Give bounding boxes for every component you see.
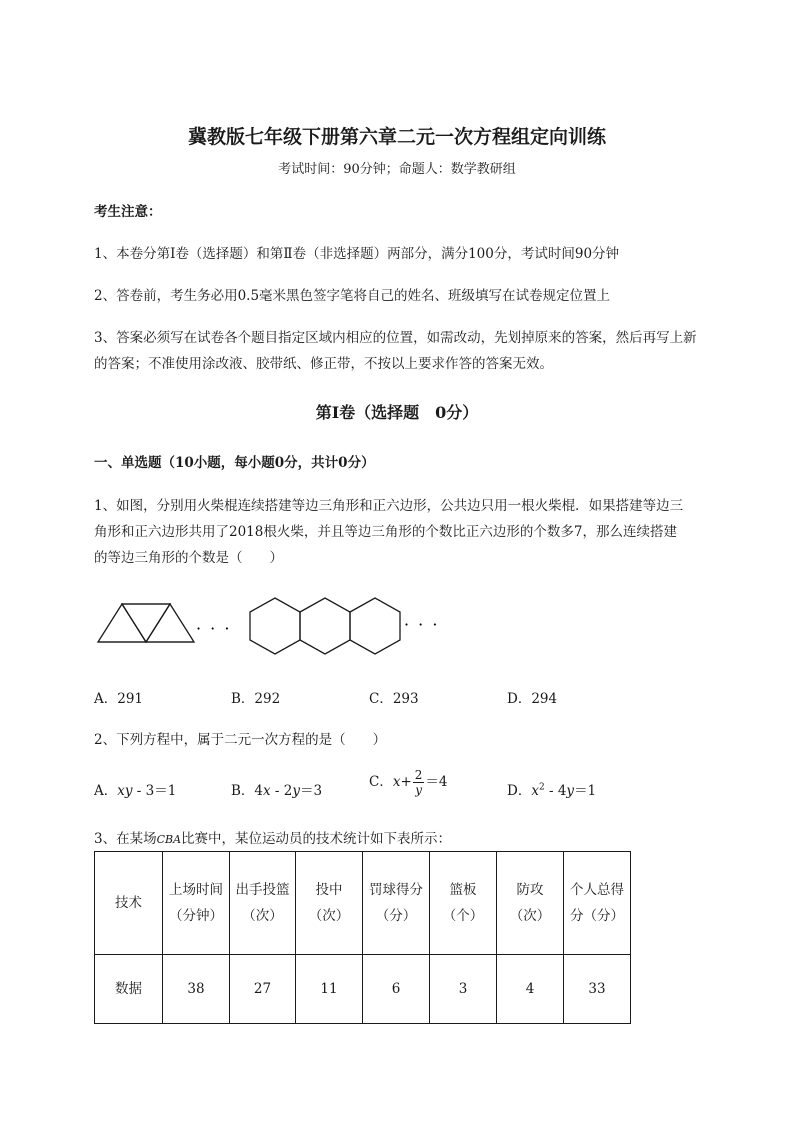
table-header-cell: 罚球得分（分） — [363, 852, 430, 955]
q1-line-3: 的等边三角形的个数是（ ） — [94, 550, 283, 566]
table-header-cell: 技术 — [95, 852, 163, 955]
notice-item-3: 3、答案必须写在试卷各个题目指定区域内相应的位置，如需改动，先划掉原来的答案，然后再写上新 — [94, 330, 697, 346]
triangle-shape — [98, 604, 146, 642]
stats-table — [94, 851, 631, 1024]
q2-option-a[interactable]: A．xy - 3＝1 — [94, 783, 177, 799]
table-row — [95, 955, 631, 1024]
section-title: 第I卷（选择题 0分） — [315, 403, 479, 422]
triangle-shape — [146, 604, 194, 642]
hexagon-ellipsis: · · · — [404, 615, 440, 634]
triangle-chain — [98, 604, 194, 642]
q1-option-a[interactable]: A．291 — [94, 691, 144, 707]
exam-info: 考试时间：90分钟；命题人：数学教研组 — [278, 162, 516, 177]
hexagon-shape — [350, 598, 400, 654]
table-cell: 33 — [564, 955, 631, 1024]
fraction: $\frac{2}{y}$ — [414, 768, 423, 797]
table-header-cell: 投中（次） — [296, 852, 363, 955]
table-header-cell: 出手投篮（次） — [230, 852, 296, 955]
q1-option-c[interactable]: C．293 — [369, 691, 419, 707]
notice-item-2: 2、答卷前，考生务必用0.5毫米黑色签字笔将自己的姓名、班级填写在试卷规定位置上 — [94, 288, 611, 304]
hexagon-chain — [250, 598, 400, 654]
notice-heading: 考生注意： — [94, 204, 162, 220]
triangle-ellipsis: · · · — [196, 619, 232, 638]
table-cell: 27 — [230, 955, 296, 1024]
table-header-cell: 防攻（次） — [497, 852, 564, 955]
q3-stem: 3、在某场CBA比赛中，某位运动员的技术统计如下表所示： — [94, 831, 452, 847]
q1-line-2: 角形和正六边形共用了2018根火柴，并且等边三角形的个数比正六边形的个数多7，那么连续搭建 — [94, 524, 677, 540]
notice-item-1: 1、本卷分第I卷（选择题）和第Ⅱ卷（非选择题）两部分，满分100分，考试时间90分钟 — [94, 246, 620, 262]
table-row-label: 数据 — [95, 955, 163, 1024]
table-cell: 38 — [163, 955, 230, 1024]
table-header-row — [95, 852, 631, 955]
part-heading: 一、单选题（10小题，每小题0分，共计0分） — [94, 455, 375, 471]
table-header-cell: 个人总得分（分） — [564, 852, 631, 955]
notice-item-3-cont: 的答案；不准使用涂改液、胶带纸、修正带，不按以上要求作答的答案无效。 — [94, 356, 553, 372]
q2-option-c[interactable]: C．x+ $\frac{2}{y}$ ＝4 — [369, 768, 448, 797]
q2-option-b[interactable]: B．4x - 2y＝3 — [231, 783, 323, 799]
hexagon-shape — [250, 598, 300, 654]
q1-option-b[interactable]: B．292 — [231, 691, 281, 707]
table-header-cell: 上场时间（分钟） — [163, 852, 230, 955]
q2-stem: 2、下列方程中，属于二元一次方程的是（ ） — [94, 732, 387, 748]
matchstick-figure — [92, 590, 452, 660]
q2-option-d[interactable]: D．$x^2 - 4y=1$ — [507, 782, 597, 799]
page-title: 冀教版七年级下册第六章二元一次方程组定向训练 — [187, 126, 606, 148]
table-cell: 3 — [430, 955, 497, 1024]
q1-option-d[interactable]: D．294 — [507, 691, 558, 707]
q1-line-1: 1、如图，分别用火柴棍连续搭建等边三角形和正六边形，公共边只用一根火柴棍．如果搭建等边三 — [94, 498, 684, 514]
table-cell: 4 — [497, 955, 564, 1024]
table-cell: 11 — [296, 955, 363, 1024]
triangle-shape — [122, 604, 170, 642]
hexagon-shape — [300, 598, 350, 654]
table-cell: 6 — [363, 955, 430, 1024]
table-header-cell: 篮板（个） — [430, 852, 497, 955]
